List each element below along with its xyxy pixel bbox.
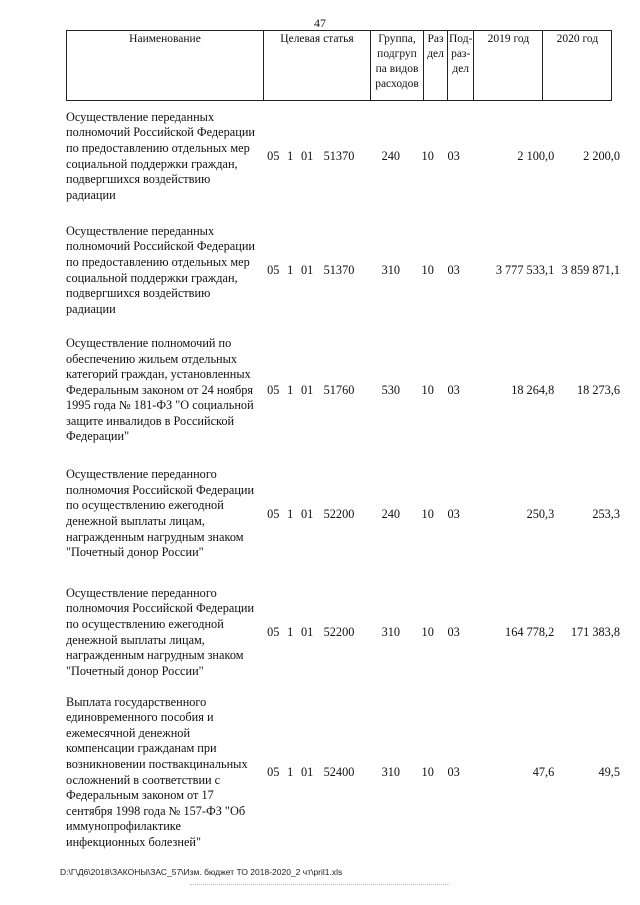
subsection-code: 03 [447, 263, 460, 277]
row-name: Осуществление полномочий по обеспечению жильем отдельных категорий граждан, установленных Федеральным законом от 24 ноября 1995 года № 181-ФЗ "О социальной защите инвалидов в Российской Федерации" [66, 335, 254, 444]
header-section: Раз дел [424, 31, 448, 101]
column-header-table [66, 30, 612, 101]
amount-2019: 164 778,2 [505, 625, 555, 639]
table-row [66, 328, 620, 453]
code-main-event: 01 [300, 149, 314, 163]
table-row [66, 690, 620, 855]
expense-group: 310 [381, 263, 401, 277]
code-direction: 51370 [323, 149, 355, 163]
scan-artifact-line [190, 884, 450, 885]
budget-rows [66, 100, 620, 855]
code-direction: 52200 [323, 625, 355, 639]
subsection-code: 03 [447, 149, 460, 163]
table-row [66, 453, 620, 575]
subsection-code: 03 [447, 383, 460, 397]
code-main-event: 01 [300, 506, 314, 521]
file-path-footer: D:\Г\Д6\2018\ЗАКОНЫ\ЗАС_57\Изм. бюджет ТО 2018-2020_2 чт\pril1.xls [60, 867, 343, 877]
section-code: 10 [421, 625, 434, 639]
header-target-article: Целевая статья [264, 31, 371, 101]
subsection-code: 03 [447, 625, 460, 639]
table-row [66, 100, 620, 213]
header-subsection: Под- раз- дел [448, 31, 474, 101]
row-name: Осуществление переданного полномочия Российской Федерации по осуществлению ежегодной денежной выплаты лицам, награжденным нагрудным знаком "Почетный донор России" [66, 585, 255, 678]
code-subprogram: 1 [287, 263, 294, 277]
code-subprogram: 1 [287, 765, 294, 779]
amount-2019: 250,3 [526, 506, 555, 521]
amount-2019: 2 100,0 [517, 149, 555, 163]
code-program: 05 [267, 506, 280, 521]
code-program: 05 [267, 625, 280, 639]
code-subprogram: 1 [287, 149, 294, 163]
expense-group: 310 [381, 625, 401, 639]
header-group: Группа, подгруп па видов расходов [371, 31, 424, 101]
code-subprogram: 1 [287, 383, 294, 397]
header-year-2019: 2019 год [474, 31, 543, 101]
expense-group: 240 [381, 149, 401, 163]
amount-2019: 3 777 533,1 [495, 263, 555, 277]
code-main-event: 01 [300, 383, 314, 397]
amount-2020: 18 273,6 [576, 383, 620, 397]
code-direction: 51760 [323, 383, 355, 397]
row-name: Осуществление переданных полномочий Российской Федерации по предоставлению отдельных мер социальной поддержки граждан, подвергшихся воздействию радиации [66, 109, 255, 202]
section-code: 10 [421, 263, 434, 277]
expense-group: 240 [381, 506, 401, 521]
amount-2020: 171 383,8 [570, 625, 620, 639]
row-name: Выплата государственного единовременного пособия и ежемесячной денежной компенсации гражданам при возникновении поствакцинальных осложнений в соответствии с Федеральным законом от 17 сентября 1998 года № 157-ФЗ "Об иммунопрофилактике инфекционных болезней" [66, 694, 248, 849]
page-number: 47 [314, 16, 326, 30]
section-code: 10 [421, 149, 434, 163]
expense-group: 530 [381, 383, 401, 397]
code-program: 05 [267, 383, 280, 397]
row-name: Осуществление переданного полномочия Российской Федерации по осуществлению ежегодной денежной выплаты лицам, награжденным нагрудным знаком "Почетный донор России" [66, 467, 255, 560]
header-year-2020: 2020 год [543, 31, 612, 101]
code-direction: 51370 [323, 263, 355, 277]
section-code: 10 [421, 506, 434, 521]
code-main-event: 01 [300, 263, 314, 277]
expense-group: 310 [381, 765, 401, 779]
code-main-event: 01 [300, 625, 314, 639]
code-program: 05 [267, 765, 280, 779]
code-program: 05 [267, 149, 280, 163]
amount-2020: 49,5 [598, 765, 620, 779]
code-direction: 52400 [323, 765, 355, 779]
section-code: 10 [421, 765, 434, 779]
table-row [66, 213, 620, 328]
subsection-code: 03 [447, 765, 460, 779]
code-direction: 52200 [323, 506, 355, 521]
amount-2020: 2 200,0 [583, 149, 620, 163]
amount-2019: 18 264,8 [511, 383, 555, 397]
row-name: Осуществление переданных полномочий Российской Федерации по предоставлению отдельных мер социальной поддержки граждан, подвергшихся воздействию радиации [66, 223, 255, 316]
code-subprogram: 1 [287, 506, 294, 521]
table-row [66, 575, 620, 690]
code-main-event: 01 [300, 765, 314, 779]
code-subprogram: 1 [287, 625, 294, 639]
amount-2020: 3 859 871,1 [561, 263, 620, 277]
header-name: Наименование [67, 31, 264, 101]
code-program: 05 [267, 263, 280, 277]
section-code: 10 [421, 383, 434, 397]
amount-2019: 47,6 [532, 765, 555, 779]
amount-2020: 253,3 [592, 506, 620, 521]
subsection-code: 03 [447, 506, 460, 521]
